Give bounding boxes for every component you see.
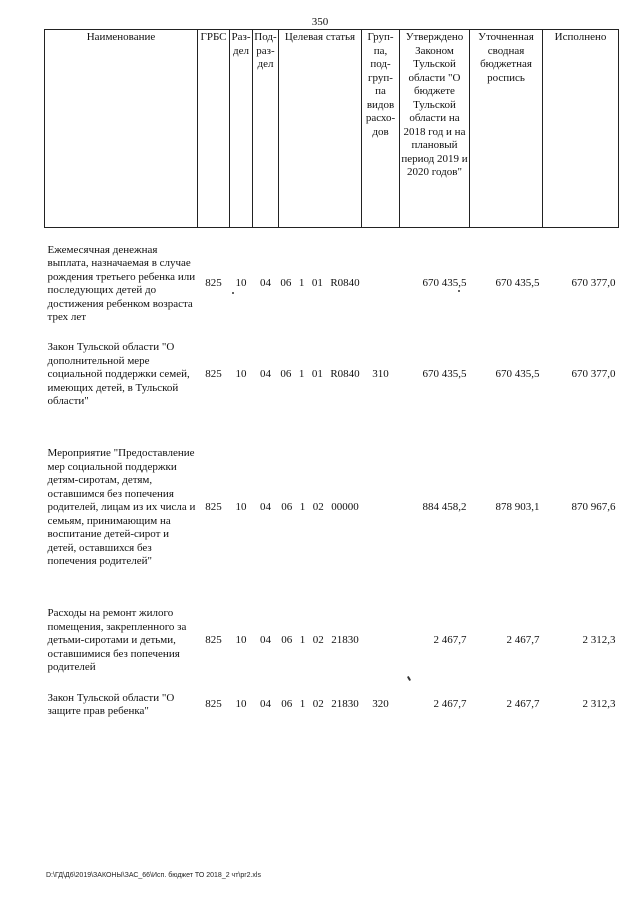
header-grbs: ГРБС xyxy=(198,30,230,228)
header-approved: Утверждено Законом Тульской области "О бюджете Тульской области на 2018 год и на плановый период 2019 и 2020 годов" xyxy=(400,30,470,228)
row-executed: 2 312,3 xyxy=(582,634,616,647)
row-target: 06 1 02 21830 xyxy=(281,634,359,647)
row-executed: 670 377,0 xyxy=(571,277,616,290)
row-grbs: 825 xyxy=(205,501,222,514)
header-refined: Уточненная сводная бюджетная роспись xyxy=(470,30,543,228)
header-target: Целевая статья xyxy=(279,30,362,228)
row-refined: 2 467,7 xyxy=(506,698,540,711)
row-name: Ежемесячная денежная выплата, назначаемая в случае рождения третьего ребенка или последующих детей до достижения ребенком возраста трех лет xyxy=(47,243,196,323)
row-grbs: 825 xyxy=(205,698,222,711)
row-razdel: 10 xyxy=(235,277,247,290)
row-podrazdel: 04 xyxy=(260,634,271,647)
row-razdel: 10 xyxy=(235,368,247,381)
row-refined: 670 435,5 xyxy=(495,277,540,290)
row-refined: 878 903,1 xyxy=(495,501,540,514)
row-target: 06 1 02 00000 xyxy=(281,501,359,514)
row-podrazdel: 04 xyxy=(260,501,271,514)
row-razdel: 10 xyxy=(235,634,247,647)
row-group: 320 xyxy=(372,698,389,711)
row-approved: 2 467,7 xyxy=(433,698,467,711)
row-target: 06 1 02 21830 xyxy=(281,698,359,711)
row-approved: 670 435,5 xyxy=(422,277,467,290)
row-group xyxy=(362,606,400,676)
row-grbs: 825 xyxy=(205,277,222,290)
table-row xyxy=(45,340,619,410)
row-refined: 2 467,7 xyxy=(506,634,540,647)
table-row xyxy=(45,606,619,676)
row-approved: 2 467,7 xyxy=(433,634,467,647)
budget-table xyxy=(44,29,619,720)
row-target: 06 1 01 R0840 xyxy=(280,277,360,290)
row-grbs: 825 xyxy=(205,634,222,647)
file-path-footer: D:\ГД\Д6\2019\ЗАКОНЫ\ЗАС_66\Исп. бюджет ТО 2018_2 чт\pr2.xls xyxy=(46,872,261,879)
row-executed: 670 377,0 xyxy=(571,368,616,381)
row-podrazdel: 04 xyxy=(260,698,271,711)
row-refined: 670 435,5 xyxy=(495,368,540,381)
row-razdel: 10 xyxy=(235,698,247,711)
row-executed: 2 312,3 xyxy=(582,698,616,711)
page-number: 350 xyxy=(311,16,329,28)
header-executed: Исполнено xyxy=(543,30,619,228)
row-group xyxy=(362,242,400,326)
header-name: Наименование xyxy=(45,30,198,228)
row-podrazdel: 04 xyxy=(260,277,271,290)
row-target: 06 1 01 R0840 xyxy=(280,368,360,381)
scan-speck xyxy=(232,292,234,294)
row-razdel: 10 xyxy=(235,501,247,514)
table-row xyxy=(45,424,619,592)
row-group: 310 xyxy=(372,368,389,381)
row-podrazdel: 04 xyxy=(260,368,271,381)
row-executed: 870 967,6 xyxy=(571,501,616,514)
scan-speck xyxy=(458,290,460,292)
row-grbs: 825 xyxy=(205,368,222,381)
table-header-row xyxy=(45,30,619,228)
table-row xyxy=(45,242,619,326)
row-approved: 884 458,2 xyxy=(422,501,467,514)
table-row xyxy=(45,690,619,720)
row-name: Закон Тульской области "О дополнительной мере социальной поддержки семей, имеющих детей, в Тульской области" xyxy=(47,341,190,408)
row-name: Закон Тульской области "О защите прав ребенка" xyxy=(47,691,175,717)
header-group: Груп-па, под-груп-па видов расхо-дов xyxy=(362,30,400,228)
header-razdel: Раз-дел xyxy=(230,30,253,228)
row-approved: 670 435,5 xyxy=(422,368,467,381)
row-name: Расходы на ремонт жилого помещения, закрепленного за детьми-сиротами и детьми, оставшимися без попечения родителей xyxy=(47,607,187,674)
row-name: Мероприятие "Предоставление мер социальной поддержки детям-сиротам, детям, оставшимся без попечения родителей, лицам из их числа и семьям, принимающим на воспитание детей-сирот и детей, оставшихся без попечения родителей" xyxy=(47,447,196,568)
header-podrazdel: Под-раз-дел xyxy=(253,30,279,228)
row-group xyxy=(362,424,400,592)
